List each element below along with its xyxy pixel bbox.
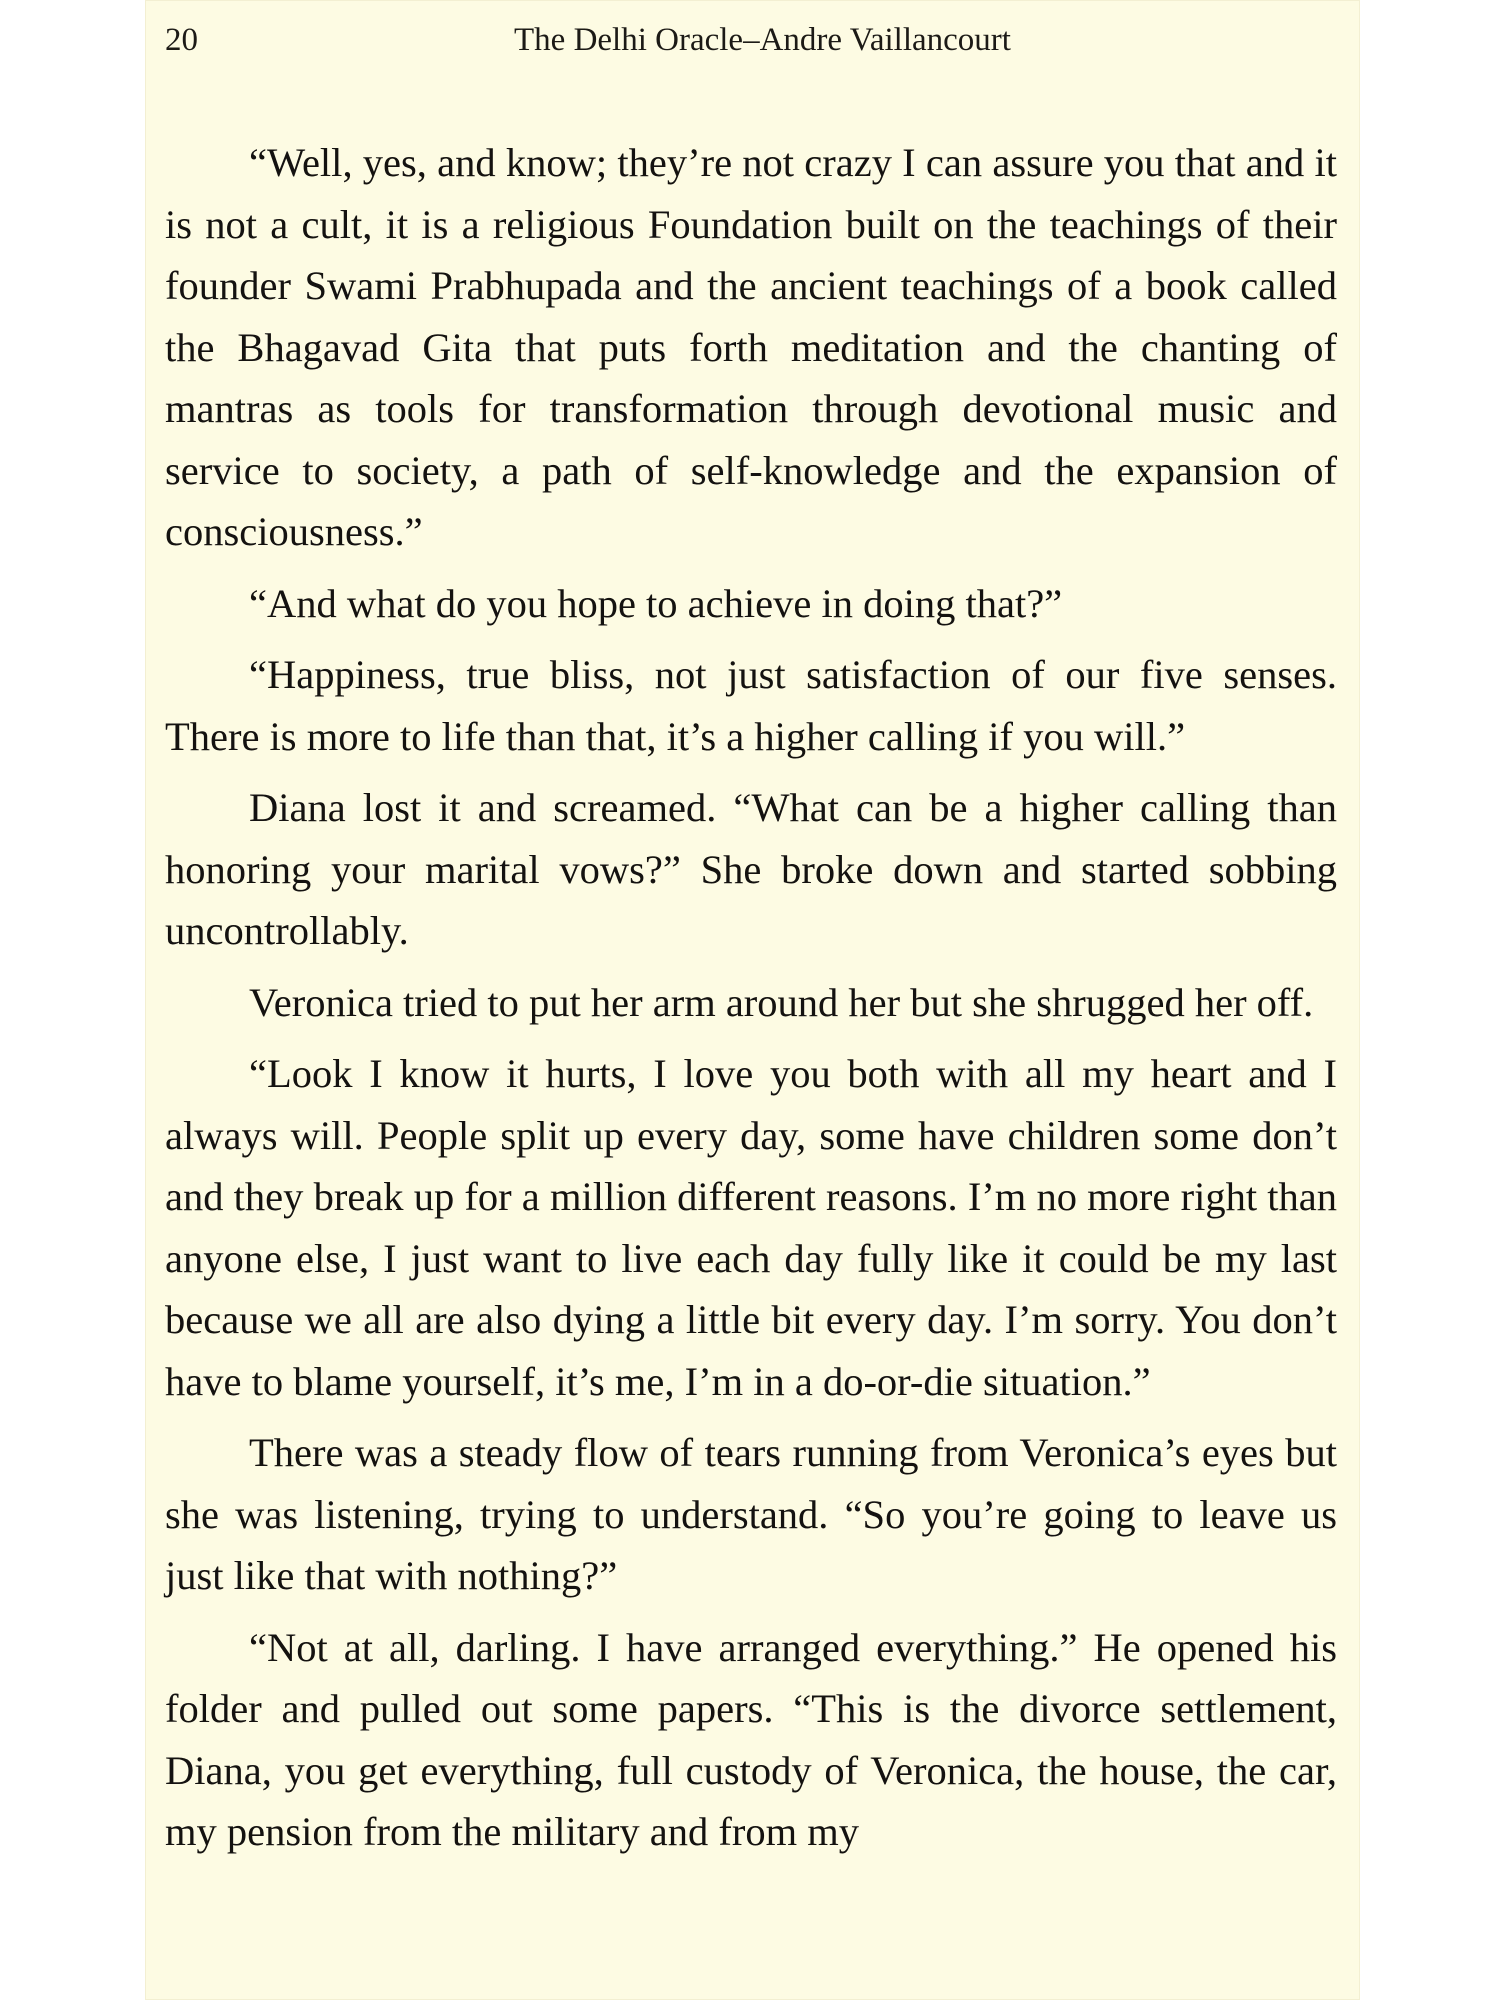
page-header <box>165 22 1340 68</box>
paragraph: Diana lost it and screamed. “What can be a higher calling than honoring your marital vows?” She broke down and started sobbing uncontrollably. <box>165 785 1337 953</box>
paragraph: Veronica tried to put her arm around her but she shrugged her off. <box>249 979 1314 1025</box>
paragraph: “Happiness, true bliss, not just satisfaction of our five senses. There is more to life than that, it’s a higher calling if you will.” <box>165 652 1337 759</box>
paragraph: “Look I know it hurts, I love you both with all my heart and I always will. People split up every day, some have children some don’t and they break up for a million different reasons. I’m no more right than anyone else, I just want to live each day fully like it could be my last because we all are also dying a little bit every day. I’m sorry. You don’t have to blame yourself, it’s me, I’m in a do-or-die situation.” <box>165 1051 1337 1404</box>
paragraph: There was a steady flow of tears running from Veronica’s eyes but she was listening, trying to understand. “So you’re going to leave us just like that with nothing?” <box>165 1430 1337 1598</box>
paragraph: “Not at all, darling. I have arranged everything.” He opened his folder and pulled out some papers. “This is the divorce settlement, Diana, you get everything, full custody of Veronica, the house, the car, my pension from the military and from my <box>165 1624 1337 1854</box>
body-text <box>165 132 1337 1863</box>
page-number: 20 <box>165 22 198 58</box>
paragraph: “And what do you hope to achieve in doing that?” <box>249 580 1063 626</box>
running-title: The Delhi Oracle–Andre Vaillancourt <box>514 22 1011 58</box>
paragraph: “Well, yes, and know; they’re not crazy I can assure you that and it is not a cult, it is a religious Foundation built on the teachings of their founder Swami Prabhupada and the ancient teachings of a book called the Bhagavad Gita that puts forth meditation and the chanting of mantras as tools for transformation through devotional music and service to society, a path of self-knowledge and the expansion of consciousness.” <box>165 140 1337 554</box>
book-page <box>145 0 1360 2000</box>
